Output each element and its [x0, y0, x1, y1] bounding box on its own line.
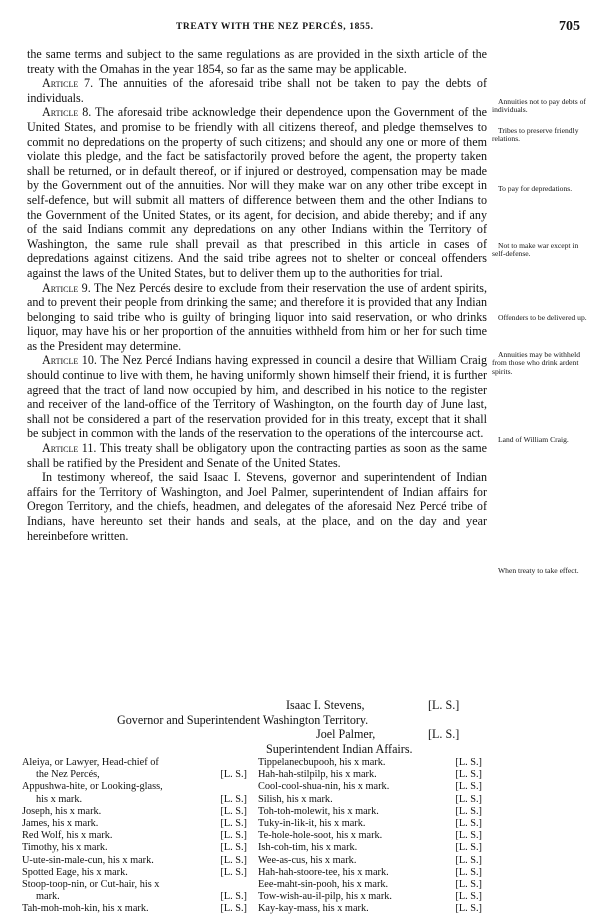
seal-mark: [L. S.] — [428, 727, 460, 742]
signatory-name: Timothy, his x mark. — [22, 842, 108, 854]
article-8-label: Article 8. — [42, 105, 92, 120]
seal-mark: [L. S.] — [455, 830, 482, 842]
signatory-entry — [258, 842, 482, 854]
signatory-entry — [22, 855, 247, 867]
signature-stevens — [90, 698, 490, 713]
seal-mark: [L. S.] — [455, 781, 482, 793]
page-number: 705 — [559, 19, 580, 34]
signatory-entry — [258, 855, 482, 867]
margin-note-offenders: Offenders to be delivered up. — [498, 313, 587, 322]
article-10-text: The Nez Percé Indians having expressed in council a desire that William Craig should continue to live with them, he having uniformly shown himself their friend, it is further agreed that the tract of land now occupied by him, and described in his notice to the register and receiver of the land-office of the Territory of Washington, on the fourth day of June last, shall not be considered a part of the reservation provided for in this treaty, except that it shall be subject in common with the lands of the reservation to the operations of the intercourse act. — [27, 353, 488, 441]
signatory-name: Tah-moh-moh-kin, his x mark. — [22, 903, 149, 915]
article-9-text: The Nez Percés desire to exclude from their reservation the use of ardent spirits, and to prevent their people from drinking the same; and therefore it is provided that any Indian belonging to said tribe who is guilty of bringing liquor into said reservation, or who drinks liquor, may have his or her proportion of the annuities withheld from him or her for such time as the President may determine. — [27, 280, 488, 353]
chief-column-right — [258, 757, 482, 915]
signatory-name: Appushwa-hite, or Looking-glass, — [22, 781, 163, 793]
signature-palmer-title — [90, 742, 490, 757]
signer-name: Isaac I. Stevens, — [286, 698, 365, 712]
seal-mark: [L. S.] — [455, 854, 482, 866]
paragraph-continuation: the same terms and subject to the same regulations as are provided in the sixth article of the treaty with the Omahas in the year 1854, so far as the same may be applicable. — [27, 47, 487, 76]
signatory-entry — [22, 757, 247, 769]
signatory-entry — [22, 903, 247, 915]
signatory-entry — [22, 818, 247, 830]
seal-mark: [L. S.] — [455, 817, 482, 829]
signatory-name: Te-hole-hole-soot, his x mark. — [258, 830, 383, 842]
signatory-entry — [258, 757, 482, 769]
signatory-entry — [258, 769, 482, 781]
signatory-name: Silish, his x mark. — [258, 793, 333, 805]
signatory-name: Spotted Eage, his x mark. — [22, 866, 128, 878]
signatory-name: Cool-cool-shua-nin, his x mark. — [258, 781, 390, 793]
chief-column-left — [22, 757, 247, 915]
signatory-name: Aleiya, or Lawyer, Head-chief of — [22, 757, 159, 768]
article-7 — [27, 76, 487, 105]
commissioner-signatures — [90, 698, 490, 756]
signatory-entry — [22, 891, 247, 903]
signatory-entry — [258, 781, 482, 793]
signatory-name: Hah-hah-stilpilp, his x mark. — [258, 769, 377, 781]
seal-mark: [L. S.] — [455, 903, 482, 915]
signatory-entry — [22, 867, 247, 879]
seal-mark: [L. S.] — [455, 891, 482, 903]
seal-mark: [L. S.] — [220, 854, 247, 866]
signatory-entry — [258, 879, 482, 891]
signatory-name: Kay-kay-mass, his x mark. — [258, 903, 369, 915]
signatory-entry — [22, 842, 247, 854]
signatory-name: Tuky-in-lik-it, his x mark. — [258, 817, 366, 829]
signatory-name: Tippelanecbupooh, his x mark. — [258, 757, 386, 768]
seal-mark: [L. S.] — [220, 830, 247, 842]
article-11-text: This treaty shall be obligatory upon the contracting parties as soon as the same shall be ratified by the President and Senate of the United States. — [27, 441, 487, 470]
seal-mark: [L. S.] — [455, 793, 482, 805]
treaty-body — [27, 47, 487, 543]
seal-mark: [L. S.] — [428, 698, 460, 712]
seal-mark: [L. S.] — [220, 769, 247, 781]
signer-title: Governor and Superintendent Washington Territory. — [117, 712, 369, 727]
running-head: TREATY WITH THE NEZ PERCÉS, 1855. — [176, 22, 374, 32]
seal-mark: [L. S.] — [455, 878, 482, 890]
margin-note-war: Not to make war except in self-defense. — [492, 241, 579, 259]
article-8 — [27, 105, 487, 280]
article-11-label: Article 11. — [42, 441, 97, 456]
signatory-entry — [258, 818, 482, 830]
signatory-entry — [258, 867, 482, 879]
margin-note-depredations: To pay for depredations. — [498, 184, 573, 193]
signatory-name: Tow-wish-au-il-pilp, his x mark. — [258, 891, 392, 903]
signatory-entry — [22, 794, 247, 806]
article-10-label: Article 10. — [42, 353, 97, 368]
article-11 — [27, 441, 487, 470]
signatory-name: Eee-maht-sin-pooh, his x mark. — [258, 878, 389, 890]
seal-mark: [L. S.] — [220, 903, 247, 915]
signatory-entry — [22, 830, 247, 842]
seal-mark: [L. S.] — [220, 842, 247, 854]
signatory-name: his x mark. — [36, 793, 83, 805]
article-8-text: The aforesaid tribe acknowledge their dependence upon the Government of the United States, and promise to be friendly with all citizens thereof, and pledge themselves to commit no depredations on the property of such citizens; and should any one or more of them violate this pledge, and the fact be satisfactorily proved before the agent, the property taken shall be returned, or in default thereof, or if injured or destroyed, compensation may be made by the Government out of the annuities. Nor will they make war on any other tribe except in self-defence, but will submit all matters of difference between them and the other Indians to the Government of the United States, or its agent, for decision, and abide thereby; and if any of the said Indians commit any depredations on any other Indians within the Territory of Washington, the same rule shall prevail as that prescribed in this article in cases of depredations against citizens. And the said tribe agrees not to shelter or conceal offenders against the laws of the United States, but to deliver them up to the authorities for trial. — [27, 105, 487, 280]
testimony-clause: In testimony whereof, the said Isaac I. Stevens, governor and superintendent of Indian affairs for the Territory of Washington, and Joel Palmer, superintendent of Indian affairs for Oregon Territory, and the chiefs, headmen, and delegates of the aforesaid Nez Percé tribe of Indians, have hereunto set their hands and seals, at the place, and on the day and year hereinbefore written. — [27, 470, 487, 543]
margin-note-friendly: Tribes to preserve friendly relations. — [492, 126, 579, 144]
signatory-name: Toh-toh-molewit, his x mark. — [258, 805, 379, 817]
signatory-name: Joseph, his x mark. — [22, 805, 102, 817]
page-header — [0, 0, 600, 40]
signatory-entry — [258, 830, 482, 842]
margin-note-craig: Land of William Craig. — [498, 435, 569, 444]
seal-mark: [L. S.] — [220, 866, 247, 878]
signatory-name: Wee-as-cus, his x mark. — [258, 854, 357, 866]
signatory-name: James, his x mark. — [22, 817, 99, 829]
signatory-name: mark. — [36, 891, 60, 903]
signature-palmer — [90, 727, 490, 742]
seal-mark: [L. S.] — [455, 805, 482, 817]
signatory-entry — [258, 891, 482, 903]
seal-mark: [L. S.] — [220, 817, 247, 829]
signatory-entry — [258, 794, 482, 806]
signatory-name: Red Wolf, his x mark. — [22, 830, 113, 842]
signatory-entry — [22, 879, 247, 891]
signatory-entry — [22, 769, 247, 781]
article-9-label: Article 9. — [42, 280, 91, 295]
seal-mark: [L. S.] — [455, 757, 482, 768]
signatory-name: Ish-coh-tim, his x mark. — [258, 842, 358, 854]
margin-note-effect: When treaty to take effect. — [498, 566, 579, 575]
margin-note-annuities: Annuities not to pay debts of individuals. — [492, 97, 586, 115]
signatory-entry — [258, 903, 482, 915]
signatory-name: the Nez Percés, — [36, 769, 100, 781]
seal-mark: [L. S.] — [220, 891, 247, 903]
signer-title: Superintendent Indian Affairs. — [266, 741, 413, 756]
article-10 — [27, 353, 487, 441]
seal-mark: [L. S.] — [455, 769, 482, 781]
article-9 — [27, 281, 487, 354]
seal-mark: [L. S.] — [455, 842, 482, 854]
signatory-entry — [22, 806, 247, 818]
seal-mark: [L. S.] — [220, 805, 247, 817]
article-7-label: Article 7. — [42, 76, 94, 91]
signatory-name: Hah-hah-stoore-tee, his x mark. — [258, 866, 389, 878]
signatory-name: U-ute-sin-male-cun, his x mark. — [22, 854, 154, 866]
seal-mark: [L. S.] — [220, 793, 247, 805]
signatory-entry — [258, 806, 482, 818]
seal-mark: [L. S.] — [455, 866, 482, 878]
signer-name: Joel Palmer, — [316, 727, 376, 742]
signatory-name: Stoop-toop-nin, or Cut-hair, his x — [22, 878, 160, 890]
signature-stevens-title — [90, 713, 490, 728]
margin-note-spirits: Annuities may be withheld from those who drink ardent spirits. — [492, 350, 581, 376]
article-7-text: The annuities of the aforesaid tribe shall not be taken to pay the debts of individuals. — [27, 76, 488, 105]
signatory-entry — [22, 781, 247, 793]
